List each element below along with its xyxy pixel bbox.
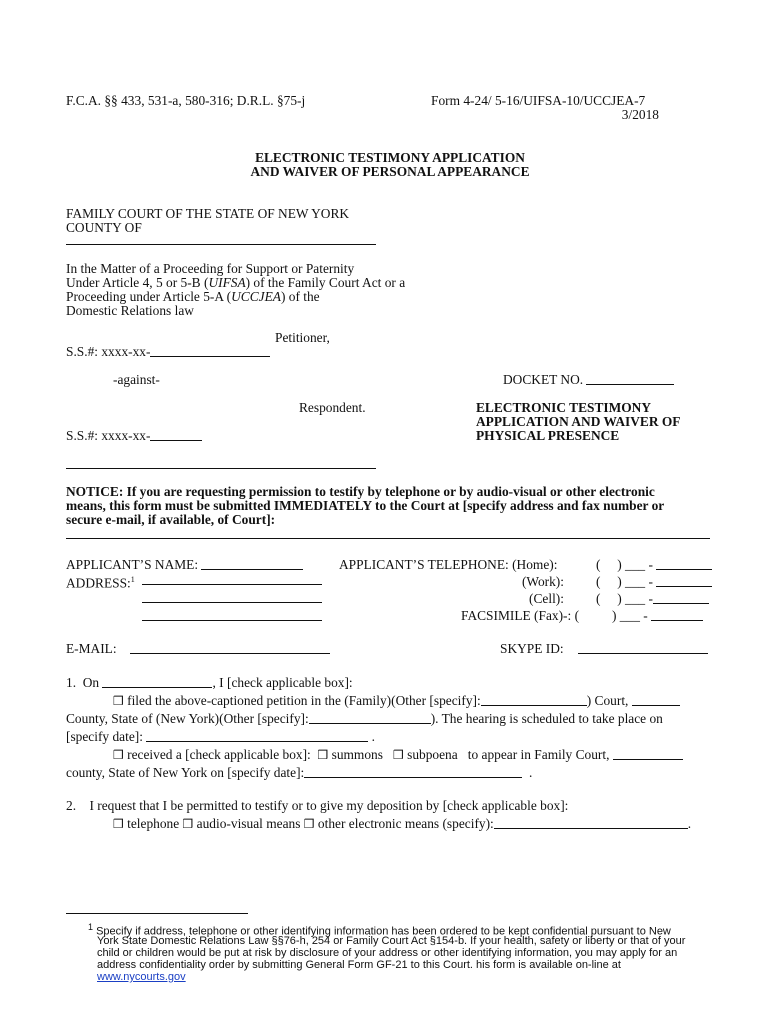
respondent-label: Respondent. [299, 400, 366, 415]
item-2-line-1: 2. I request that I be permitted to testify or to give my deposition by [check applicable box]: [66, 798, 569, 813]
checkbox-icon[interactable]: ❒ [393, 748, 404, 762]
footnote-line-1: $^1$ Specify if address, telephone or other identifying information has been ordered to be kept confidential pursuant to New [88, 922, 671, 938]
applicant-name-label: APPLICANT’S NAME: [66, 557, 303, 572]
footnote-link-line [97, 971, 186, 984]
petitioner-ss: S.S.#: xxxx-xx- [66, 344, 270, 359]
matter-line-2: Under Article 4, 5 or 5-B (UIFSA) of the Family Court Act or a [66, 275, 406, 290]
item-2-options: ❒ telephone ❒ audio-visual means ❒ other electronic means (specify): . [113, 816, 692, 831]
home-phone-label: APPLICANT’S TELEPHONE: (Home): [339, 557, 558, 572]
docket-label: DOCKET NO. [503, 372, 674, 387]
petitioner-label: Petitioner, [275, 330, 330, 345]
work-phone-label: (Work): [521, 574, 564, 589]
title-line-1: ELECTRONIC TESTIMONY APPLICATION [255, 150, 525, 165]
checkbox-icon[interactable]: ❒ [303, 817, 315, 831]
notice-line-1: NOTICE: If you are requesting permission to testify by telephone or by audio-visual or other electronic [66, 484, 655, 499]
item-1-county-state: county, State of New York on [specify date]: . [66, 765, 533, 780]
checkbox-icon[interactable]: ❒ [113, 748, 124, 762]
doc-title-2: APPLICATION AND WAIVER OF [476, 414, 681, 429]
respondent-ss: S.S.#: xxxx-xx- [66, 428, 202, 443]
respondent-ss-field[interactable] [150, 428, 202, 441]
title-line-2: AND WAIVER OF PERSONAL APPEARANCE [250, 164, 530, 179]
nycourts-link[interactable]: www.nycourts.gov [97, 971, 186, 983]
checkbox-icon[interactable]: ❒ [113, 694, 124, 708]
item-1-filed: ❒ filed the above-captioned petition in the (Family)(Other [specify]: ) Court, [113, 693, 680, 709]
against-label: -against- [113, 372, 160, 387]
notice-line-2: means, this form must be submitted IMMEDIATELY to the Court at [specify address and fax number or [66, 498, 665, 513]
address-line-3[interactable] [142, 620, 322, 621]
notice-line-3: secure e-mail, if available, of Court]: [66, 512, 276, 527]
email-label: E-MAIL: [66, 641, 117, 656]
petitioner-ss-field[interactable] [150, 344, 270, 357]
address-line-2[interactable] [142, 602, 322, 603]
checkbox-icon[interactable]: ❒ [182, 817, 194, 831]
county-field[interactable] [66, 244, 376, 245]
footnote-line-4: address confidentiality order by submitting General Form GF-21 to this Court. his form is available on-line at [97, 959, 621, 971]
applicant-name-field[interactable] [201, 557, 303, 570]
cell-phone-field[interactable]: ( ) ___ - [596, 591, 709, 606]
county-label: COUNTY OF [66, 220, 142, 235]
address-line-1[interactable] [142, 584, 322, 585]
doc-title-1: ELECTRONIC TESTIMONY [476, 400, 651, 415]
address-label: ADDRESS:$^1$ [66, 575, 135, 591]
footnote-line-3: child or children would be put at risk by disclosure of your address or other identifying information, you may apply for an [97, 947, 678, 959]
statute-citation: F.C.A. §§ 433, 531-a, 580-316; D.R.L. §75-j [66, 93, 306, 108]
cell-phone-label: (Cell): [529, 591, 564, 606]
form-date: 3/2018 [621, 107, 659, 122]
skype-label: SKYPE ID: [500, 641, 564, 656]
fax-field[interactable]: ) ___ - [612, 608, 703, 623]
matter-line-1: In the Matter of a Proceeding for Support or Paternity [66, 261, 355, 276]
item-1-county: County, State of (New York)(Other [specify]: ). The hearing is scheduled to take place on [66, 711, 663, 726]
form-number: Form 4-24/ 5-16/UIFSA-10/UCCJEA-7 [431, 93, 646, 108]
doc-title-3: PHYSICAL PRESENCE [476, 428, 620, 443]
docket-field[interactable] [586, 372, 674, 385]
matter-line-3: Proceeding under Article 5-A (UCCJEA) of the [66, 289, 320, 304]
item-1-received: ❒ received a [check applicable box]: ❒ summons ❒ subpoena to appear in Family Court, [113, 747, 683, 763]
court-name: FAMILY COURT OF THE STATE OF NEW YORK [66, 206, 350, 221]
court-address-field[interactable] [66, 538, 710, 539]
skype-field[interactable] [578, 653, 708, 654]
checkbox-icon[interactable]: ❒ [113, 817, 124, 831]
respondent-name-field[interactable] [66, 468, 376, 469]
item-1-name-field[interactable] [102, 675, 212, 688]
item-1-specify-date: [specify date]: . [66, 729, 376, 744]
email-field[interactable] [130, 653, 330, 654]
checkbox-icon[interactable]: ❒ [317, 748, 329, 762]
matter-line-4: Domestic Relations law [66, 303, 194, 318]
home-phone-field[interactable]: ( ) ___ - [596, 557, 712, 572]
footnote-line-2: York State Domestic Relations Law §§76-h, 254 or Family Court Act §154-b. If your health, safety or liberty or that of your [97, 935, 686, 947]
item-1-line-1: 1. On , I [check applicable box]: [66, 675, 353, 690]
work-phone-field[interactable]: ( ) ___ - [596, 574, 712, 589]
fax-label: FACSIMILE (Fax)-: ( [461, 608, 580, 623]
footnote-divider [66, 913, 248, 914]
